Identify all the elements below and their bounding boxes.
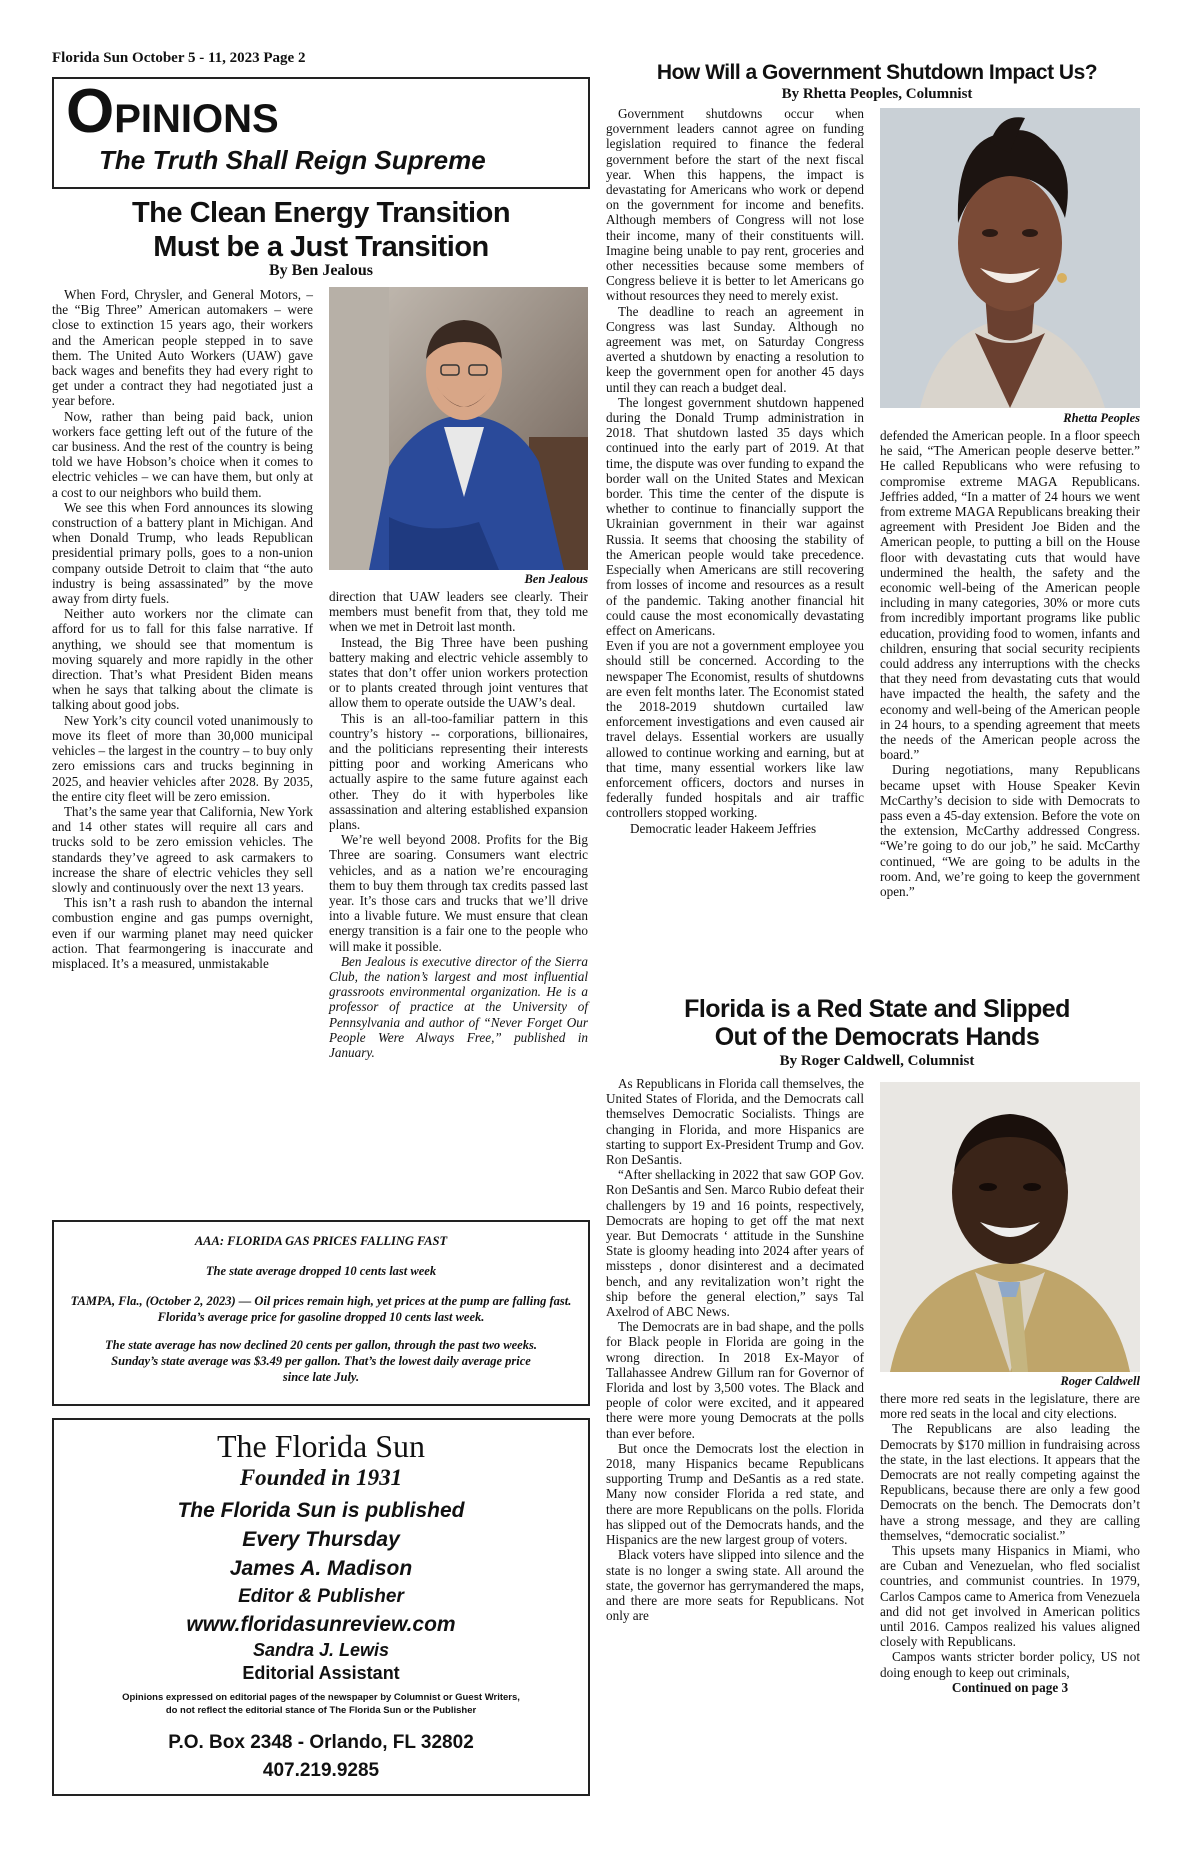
article3-headline: Florida is a Red State and Slipped Out of the Democrats Hands [684, 995, 1070, 1051]
masthead-title: PINIONS [114, 97, 279, 141]
assistant-name: Sandra J. Lewis [252, 1640, 390, 1660]
roger-caldwell-caption: Roger Caldwell [1060, 1374, 1140, 1388]
phone-number: 407.219.9285 [262, 1760, 380, 1781]
article2-byline: By Rhetta Peoples, Columnist [781, 86, 973, 102]
article1-headline: The Clean Energy Transition Must be a Just Transition [131, 197, 511, 263]
opinions-masthead [52, 77, 590, 189]
website: www.floridasunreview.com [186, 1613, 456, 1636]
ben-jealous-photo [329, 287, 588, 570]
gas-prices-box [52, 1220, 590, 1406]
article2-col2: defended the American people. In a floor speech he said, “The American people deserve better.” He called Republicans who were refusing to compromise extreme MAGA Republicans. Jeffries added, “In a matter of 24 hours we went from extreme MAGA Republicans breaking their agreement with President Joe Biden and the American people, to putting a bill on the House floor with devastating cuts that would have undermined the health, the safety and the economic well-being of the American people including in many categories, 30% or more cuts from incredibly important programs like public education, providing food to women, infants and children, ensuring that social security recipients could address any interruptions with the checks that they need from devastating cuts that would have impacted the health, the safety and the economy and well-being of the American people in 24 hours, to a spending agreement that meets the needs of the American people across the board.” During negotiations, many Republicans became upset with House Speaker Kevin McCarthy’s decision to side with Democrats to pass even a 45-day extension. Before the vote on the extension, McCarthy addressed Congress. “We’re going to do our job,” he said. McCarthy continued, “We are going to be adults in the room. And, we’re going to keep the government open.” [880, 428, 1140, 900]
assistant-title: Editorial Assistant [242, 1663, 400, 1683]
mailing-address: P.O. Box 2348 - Orlando, FL 32802 [168, 1732, 474, 1753]
founded-line: Founded in 1931 [239, 1465, 403, 1490]
article3-col1: As Republicans in Florida call themselves, the United States of Florida, and the Democrats call themselves Democratic Socialists. Things are changing in Florida, and more Hispanics are starting to support Ex-President Trump and Gov. Ron DeSantis. “After shellacking in 2022 that saw GOP Gov. Ron DeSantis and Sen. Marco Rubio defeat their challengers by 19 and 16 points, respectively, Democrats are hoping to get off the mat next year. But Democrats ‘ attitude in the Sunshine State is gloomy heading into 2024 after years of missteps , donor disinterest and a decimated bench, and any revitalization won’t right the ship before the general election,” says Tal Axelrod of ABC News. The Democrats are in bad shape, and the polls for Black people in Florida are going in the wrong direction. In 2018 Ex-Mayor of Tallahassee Andrew Gillum ran for Governor of Florida and lost by 3,500 votes. The Black and people of color were excited, and it appeared there were more young Democrats at the polls than ever before. But once the Democrats lost the election in 2018, many Hispanics became Republicans supporting Trump and DeSantis as a red state. Many now consider Florida a red state, and there are more Republicans on the polls. Florida has slipped out of the Democrats hands, and the Hispanics are the new largest group of voters. Black voters have slipped into silence and the state is no longer a swing state. All around the state, the governor has gerrymandered the maps, and there are more seats for Republicans. Not only are [606, 1076, 864, 1624]
gas-box-title: AAA: FLORIDA GAS PRICES FALLING FAST [194, 1234, 448, 1248]
article2-headline: How Will a Government Shutdown Impact Us? [656, 61, 1098, 84]
rhetta-peoples-photo [880, 108, 1140, 408]
gas-box-para2: The state average has now declined 20 cents per gallon, through the past two weeks. Sunday’s state average was $3.49 per gallon. That’s the lowest daily average price since late July. [105, 1338, 537, 1384]
article1-col2: direction that UAW leaders see clearly. Their members must benefit from that, they told me when we met in Detroit last month. Instead, the Big Three have been pushing battery making and electric vehicle assembly to states that don’t offer union workers protection or to plants created through joint ventures that allow them to operate outside the UAW’s deal. This is an all-too-familiar pattern in this country’s history -- corporations, billionaires, and the politicians representing their interests pitting poor and working Americans who actually aspire to the same future against each other. They do it with hyperboles like assassination and altering established expansion plans. We’re well beyond 2008. Profits for the Big Three are soaring. Consumers want electric vehicles, and as a nation we’re encouraging them to buy them through tax credits passed last year. It’s those cars and trucks that we’ll drive into a livable future. We must ensure that clean energy transition is a fair one to the people who will make it possible. Ben Jealous is executive director of the Sierra Club, the nation’s largest and most influential grassroots environmental organization. He is a professor of practice at the University of Pennsylvania and author of “Never Forget Our People Were Always Free,” published in January. [329, 589, 588, 1061]
published-line2: Every Thursday [242, 1528, 400, 1551]
article3-col2: there more red seats in the legislature, there are more red seats in the local and city elections. The Republicans are also leading the Democrats by $170 million in fundraising across the state, in the last elections. It appears that the Democrats are not really competing against the Republicans, because there are only a few good Democrats on the bench. The Democrats don’t have a strong message, and they are calling themselves, “democratic socialist.” This upsets many Hispanics in Miami, who are Cuban and Venezuelan, who fled socialist countries, and communist countries. In 1979, Carlos Campos came to America from Venezuela and did not get involved in American politics until 2016. Campos realized his values aligned closely with Republicans. Campos wants stricter border policy, US not doing enough to keep out criminals, Continued on page 3 [880, 1391, 1140, 1695]
gas-box-para1: TAMPA, Fla., (October 2, 2023) — Oil prices remain high, yet prices at the pump are falling fast. Florida’s average price for gasoline dropped 10 cents last week. [70, 1294, 572, 1324]
roger-caldwell-photo [880, 1082, 1140, 1372]
article2-col1: Government shutdowns occur when government leaders cannot agree on funding legislation required to finance the federal government before the start of the next fiscal year. When this happens, the impact is devastating for Americans who work or depend on the government for income and benefits. Although members of Congress will not lose their income, many of their constituents will. Imagine being unable to pay rent, groceries and other necessities because some members of Congress believe it is better to let Americans go without resources they need to merely exist. The deadline to reach an agreement in Congress was last Sunday. Although no agreement was met, on Saturday Congress averted a shutdown by enacting a resolution to keep the government open for another 45 days until they can reach a budget deal. The longest government shutdown happened during the Donald Trump administration in 2018. That shutdown lasted 35 days which continued into the early part of 2019. At that time, the dispute was over funding to expand the border wall on the United States and Mexican border. This time the center of the dispute is whether to continue to financially support the Ukrainian government in their war against Russia. It seems that choosing the stability of the American people would take precedence. Especially when Americans are still recovering from losses of income and resources as a result of the pandemic. Taking another financial hit could cause the most economically devastating effect on Americans. Even if you are not a government employee you should still be concerned. According to the newspaper The Economist, results of shutdowns are even felt months later. The Economist stated the 2018-2019 shutdown curtailed law enforcement investigations and even caused air travel delays. Essential workers are usually allowed to continue working and earning, but at that time, many essential workers like law enforcement officers, doctors and nurses in federally funded hospitals and air traffic controllers stopped working. Democratic leader Hakeem Jeffries [606, 106, 864, 836]
page-folio: Florida Sun October 5 - 11, 2023 Page 2 [52, 50, 306, 66]
paper-name: The Florida Sun [217, 1428, 425, 1464]
gas-box-subtitle: The state average dropped 10 cents last week [205, 1264, 437, 1278]
continued-link[interactable]: Continued on page 3 [951, 1679, 1069, 1695]
florida-sun-info-box [52, 1418, 590, 1796]
editor-name: James A. Madison [229, 1557, 413, 1580]
published-line1: The Florida Sun is published [177, 1499, 465, 1522]
masthead-tagline: The Truth Shall Reign Supreme [99, 145, 486, 175]
article1-byline: By Ben Jealous [268, 262, 373, 279]
masthead-first-letter: O [66, 77, 115, 146]
ben-jealous-caption: Ben Jealous [524, 572, 588, 586]
rhetta-peoples-caption: Rhetta Peoples [1063, 411, 1140, 425]
editor-title: Editor & Publisher [238, 1586, 404, 1607]
article1-col1: When Ford, Chrysler, and General Motors, – the “Big Three” American automakers – were close to extinction 15 years ago, their workers and the American people stepped in to save them. The United Auto Workers (UAW) gave back wages and benefits they had every right to get under a contract they had negotiated just a year before. Now, rather than being paid back, union workers face getting left out of the future of the car business. And the rest of the country is being told we have Hobson’s choice when it comes to electric vehicles – we can have them, but only at a cost to our neighbors who build them. We see this when Ford announces its slowing construction of a battery plant in Michigan. And when Donald Trump, who leads Republican presidential primary polls, goes to a non-union company outside Detroit to claim that “the auto industry is being assassinated” by the move away from dirty fuels. Neither auto workers nor the climate can afford for us to fall for this false narrative. If anything, we should see that momentum is moving squarely and more rapidly in the other direction. That’s what President Biden means when he says that talking about the climate is talking about good jobs. New York’s city council voted unanimously to move its fleet of more than 30,000 municipal vehicles – the largest in the country – to buy only zero emissions cars and trucks beginning in 2025, and heavier vehicles after 2028. By 2035, the entire city fleet will be zero emission. That’s the same year that California, New York and 14 other states will require all cars and trucks sold to be zero emission vehicles. The standards they’ve agreed to ask carmakers to increase the share of electric vehicles they sell slowly and continuously over the next 13 years. This isn’t a rash rush to abandon the internal combustion engine and gas pumps overnight, even if our warming planet may need quicker action. That fearmongering is inaccurate and misplaced. It’s a measured, unmistakable [52, 287, 313, 971]
disclaimer: Opinions expressed on editorial pages of the newspaper by Columnist or Guest Writers, do not reflect the editorial stance of The Florida Sun or the Publisher [122, 1692, 520, 1716]
article3-byline: By Roger Caldwell, Columnist [779, 1053, 975, 1069]
